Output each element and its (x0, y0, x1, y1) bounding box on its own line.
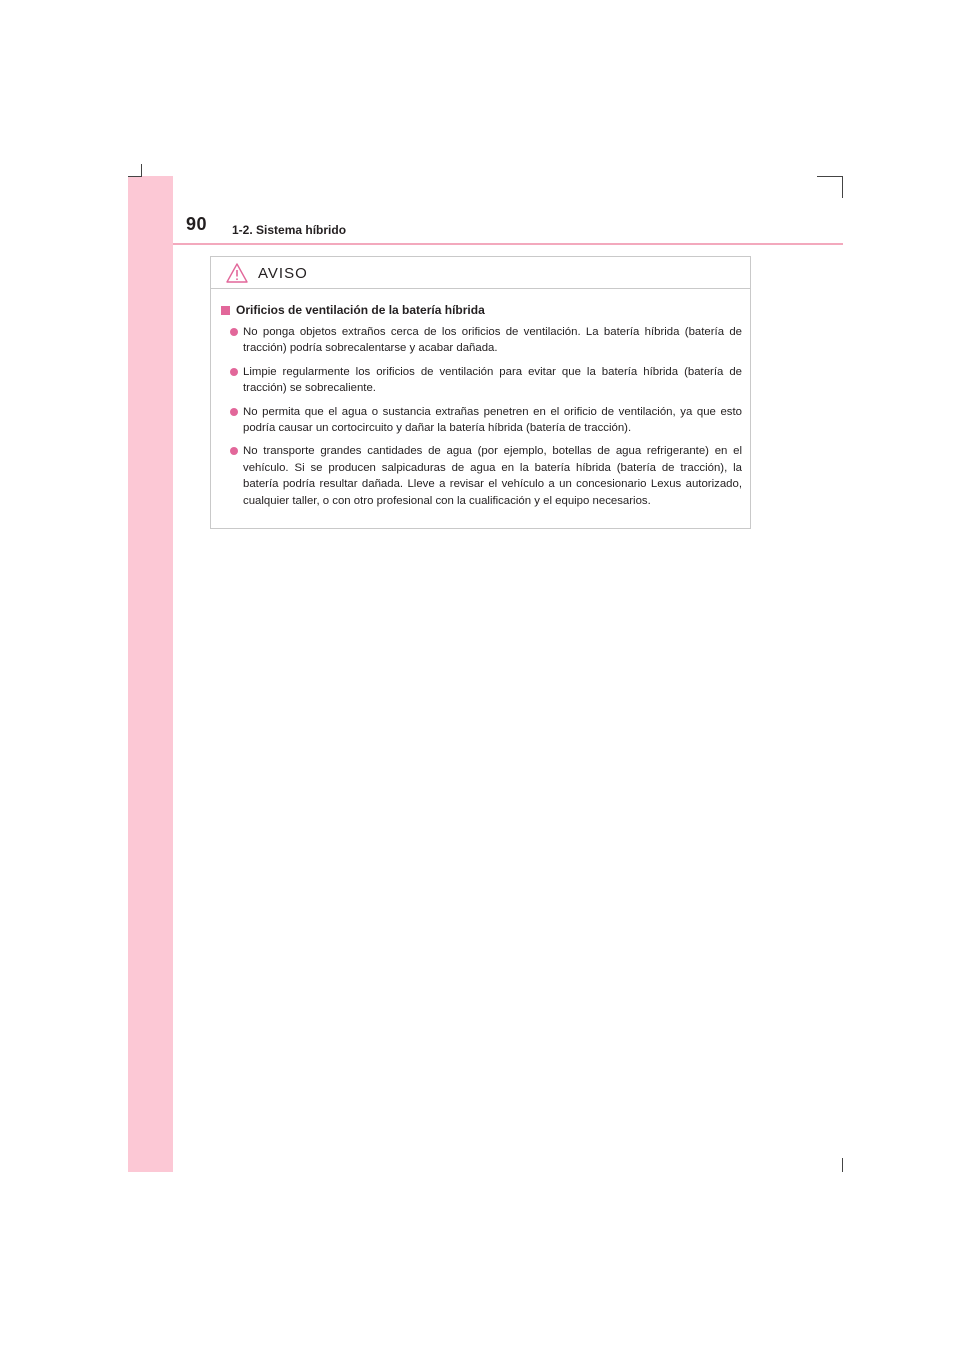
round-bullet-icon (230, 368, 238, 376)
crop-mark-top-right (842, 176, 843, 198)
header-divider (173, 243, 843, 245)
square-bullet-icon (221, 306, 230, 315)
warning-box (210, 256, 751, 529)
warning-item-text: No ponga objetos extraños cerca de los orificios de ventilación. La batería híbrida (batería de tracción) podría sobrecalentarse y acabar dañada. (243, 326, 742, 355)
warning-item (221, 324, 742, 357)
round-bullet-icon (230, 328, 238, 336)
crop-mark-top-left (141, 164, 142, 176)
section-title: 1-2. Sistema híbrido (232, 223, 347, 237)
crop-mark-bottom-right (842, 1158, 843, 1172)
round-bullet-icon (230, 408, 238, 416)
subheading-text: Orificios de ventilación de la batería híbrida (236, 303, 485, 317)
crop-mark-top-right (817, 176, 842, 177)
warning-triangle-icon (226, 263, 248, 283)
warning-item-text: No transporte grandes cantidades de agua (por ejemplo, botellas de agua refrigerante) en el vehículo. Si se producen salpicaduras de agua en la batería híbrida (batería de tracción), la batería podría resultar dañada. Lleve a revisar el vehículo a un concesionario Lexus autorizado, cualquier taller, o con otro profesional con la cualificación y el equipo necesarios. (243, 445, 742, 507)
warning-item (221, 443, 742, 509)
side-color-band (128, 176, 173, 1172)
warning-item (221, 364, 742, 397)
round-bullet-icon (230, 447, 238, 455)
page-number: 90 (186, 214, 208, 234)
warning-item-text: Limpie regularmente los orificios de ventilación para evitar que la batería híbrida (batería de tracción) se sobrecaliente. (243, 365, 742, 395)
crop-mark-top-left (128, 176, 142, 177)
warning-body (211, 289, 750, 509)
warning-header (211, 257, 750, 289)
warning-item-text: No permita que el agua o sustancia extrañas penetren en el orificio de ventilación, ya que esto podría causar un cortocircuito y dañar la batería híbrida (batería de tracción). (243, 405, 742, 435)
warning-subheading (221, 303, 742, 317)
warning-item (221, 404, 742, 437)
warning-title: AVISO (258, 265, 308, 282)
